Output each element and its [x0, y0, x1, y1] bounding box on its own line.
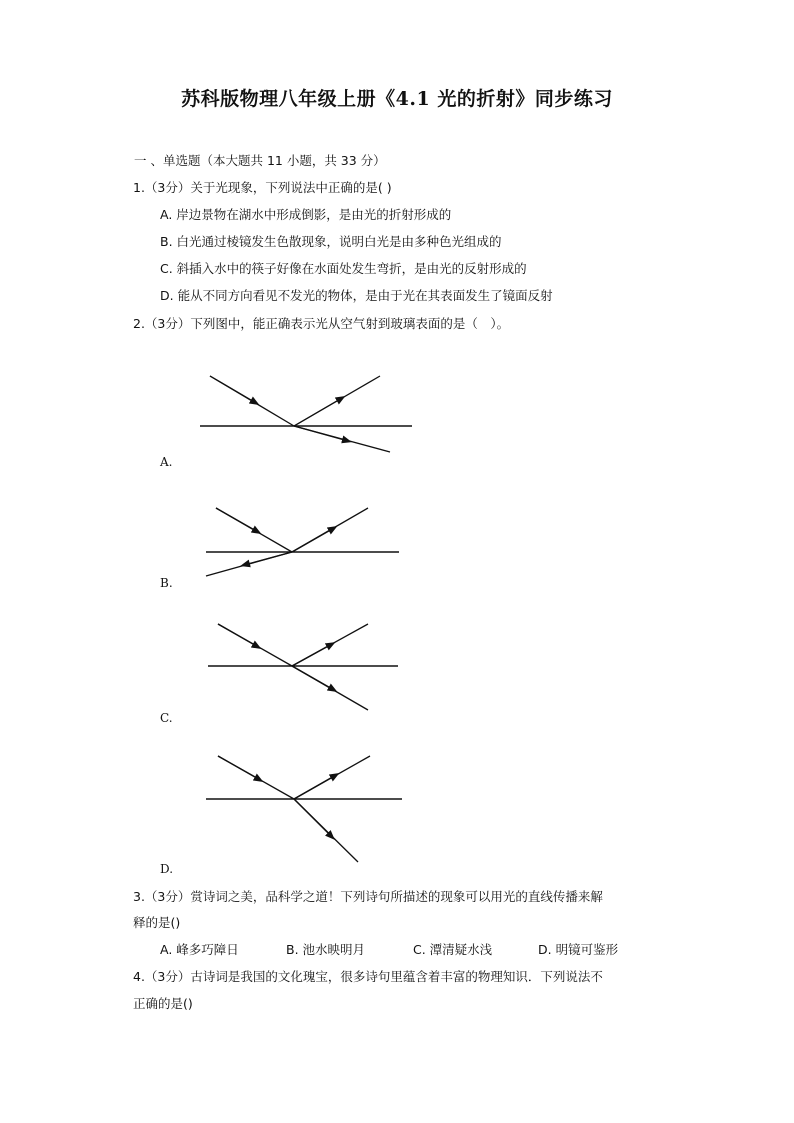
section-heading: 一 、单选题（本大题共 11 小题，共 33 分） [134, 153, 386, 168]
figure-option-d [196, 748, 406, 868]
page-title: 苏科版物理八年级上册《4.1 光的折射》同步练习 [181, 88, 613, 110]
figure-option-a [190, 368, 420, 458]
question-4-stem-line1: 4.（3分）古诗词是我国的文化瑰宝，很多诗句里蕴含着丰富的物理知识．下列说法不 [133, 969, 603, 984]
question-4-stem-line2: 正确的是() [133, 996, 193, 1011]
question-2-option-d[interactable]: D. [160, 862, 174, 876]
question-2-stem: 2.（3分）下列图中，能正确表示光从空气射到玻璃表面的是（ ）。 [133, 316, 510, 331]
question-1-option-b[interactable]: B. 白光通过棱镜发生色散现象，说明白光是由多种色光组成的 [160, 234, 502, 249]
question-2-option-c[interactable]: C. [160, 711, 173, 725]
question-3-option-b[interactable]: B. 池水映明月 [286, 942, 366, 957]
figure-option-b [196, 500, 406, 580]
question-3-option-c[interactable]: C. 潭清疑水浅 [413, 942, 493, 957]
figure-option-c [198, 616, 408, 716]
question-1-stem: 1.（3分）关于光现象，下列说法中正确的是( ) [133, 180, 392, 195]
question-2-option-b[interactable]: B. [160, 576, 173, 590]
question-1-option-a[interactable]: A. 岸边景物在湖水中形成倒影，是由光的折射形成的 [160, 207, 452, 222]
question-3-stem-line1: 3.（3分）赏诗词之美，品科学之道！下列诗句所描述的现象可以用光的直线传播来解 [133, 889, 603, 904]
question-1-option-c[interactable]: C. 斜插入水中的筷子好像在水面处发生弯折，是由光的反射形成的 [160, 261, 527, 276]
question-1-option-d[interactable]: D. 能从不同方向看见不发光的物体，是由于光在其表面发生了镜面反射 [160, 288, 553, 303]
question-3-option-d[interactable]: D. 明镜可鉴形 [538, 942, 619, 957]
question-2-option-a[interactable]: A. [160, 455, 173, 469]
question-3-option-a[interactable]: A. 峰多巧障日 [160, 942, 239, 957]
question-3-stem-line2: 释的是() [133, 915, 181, 930]
